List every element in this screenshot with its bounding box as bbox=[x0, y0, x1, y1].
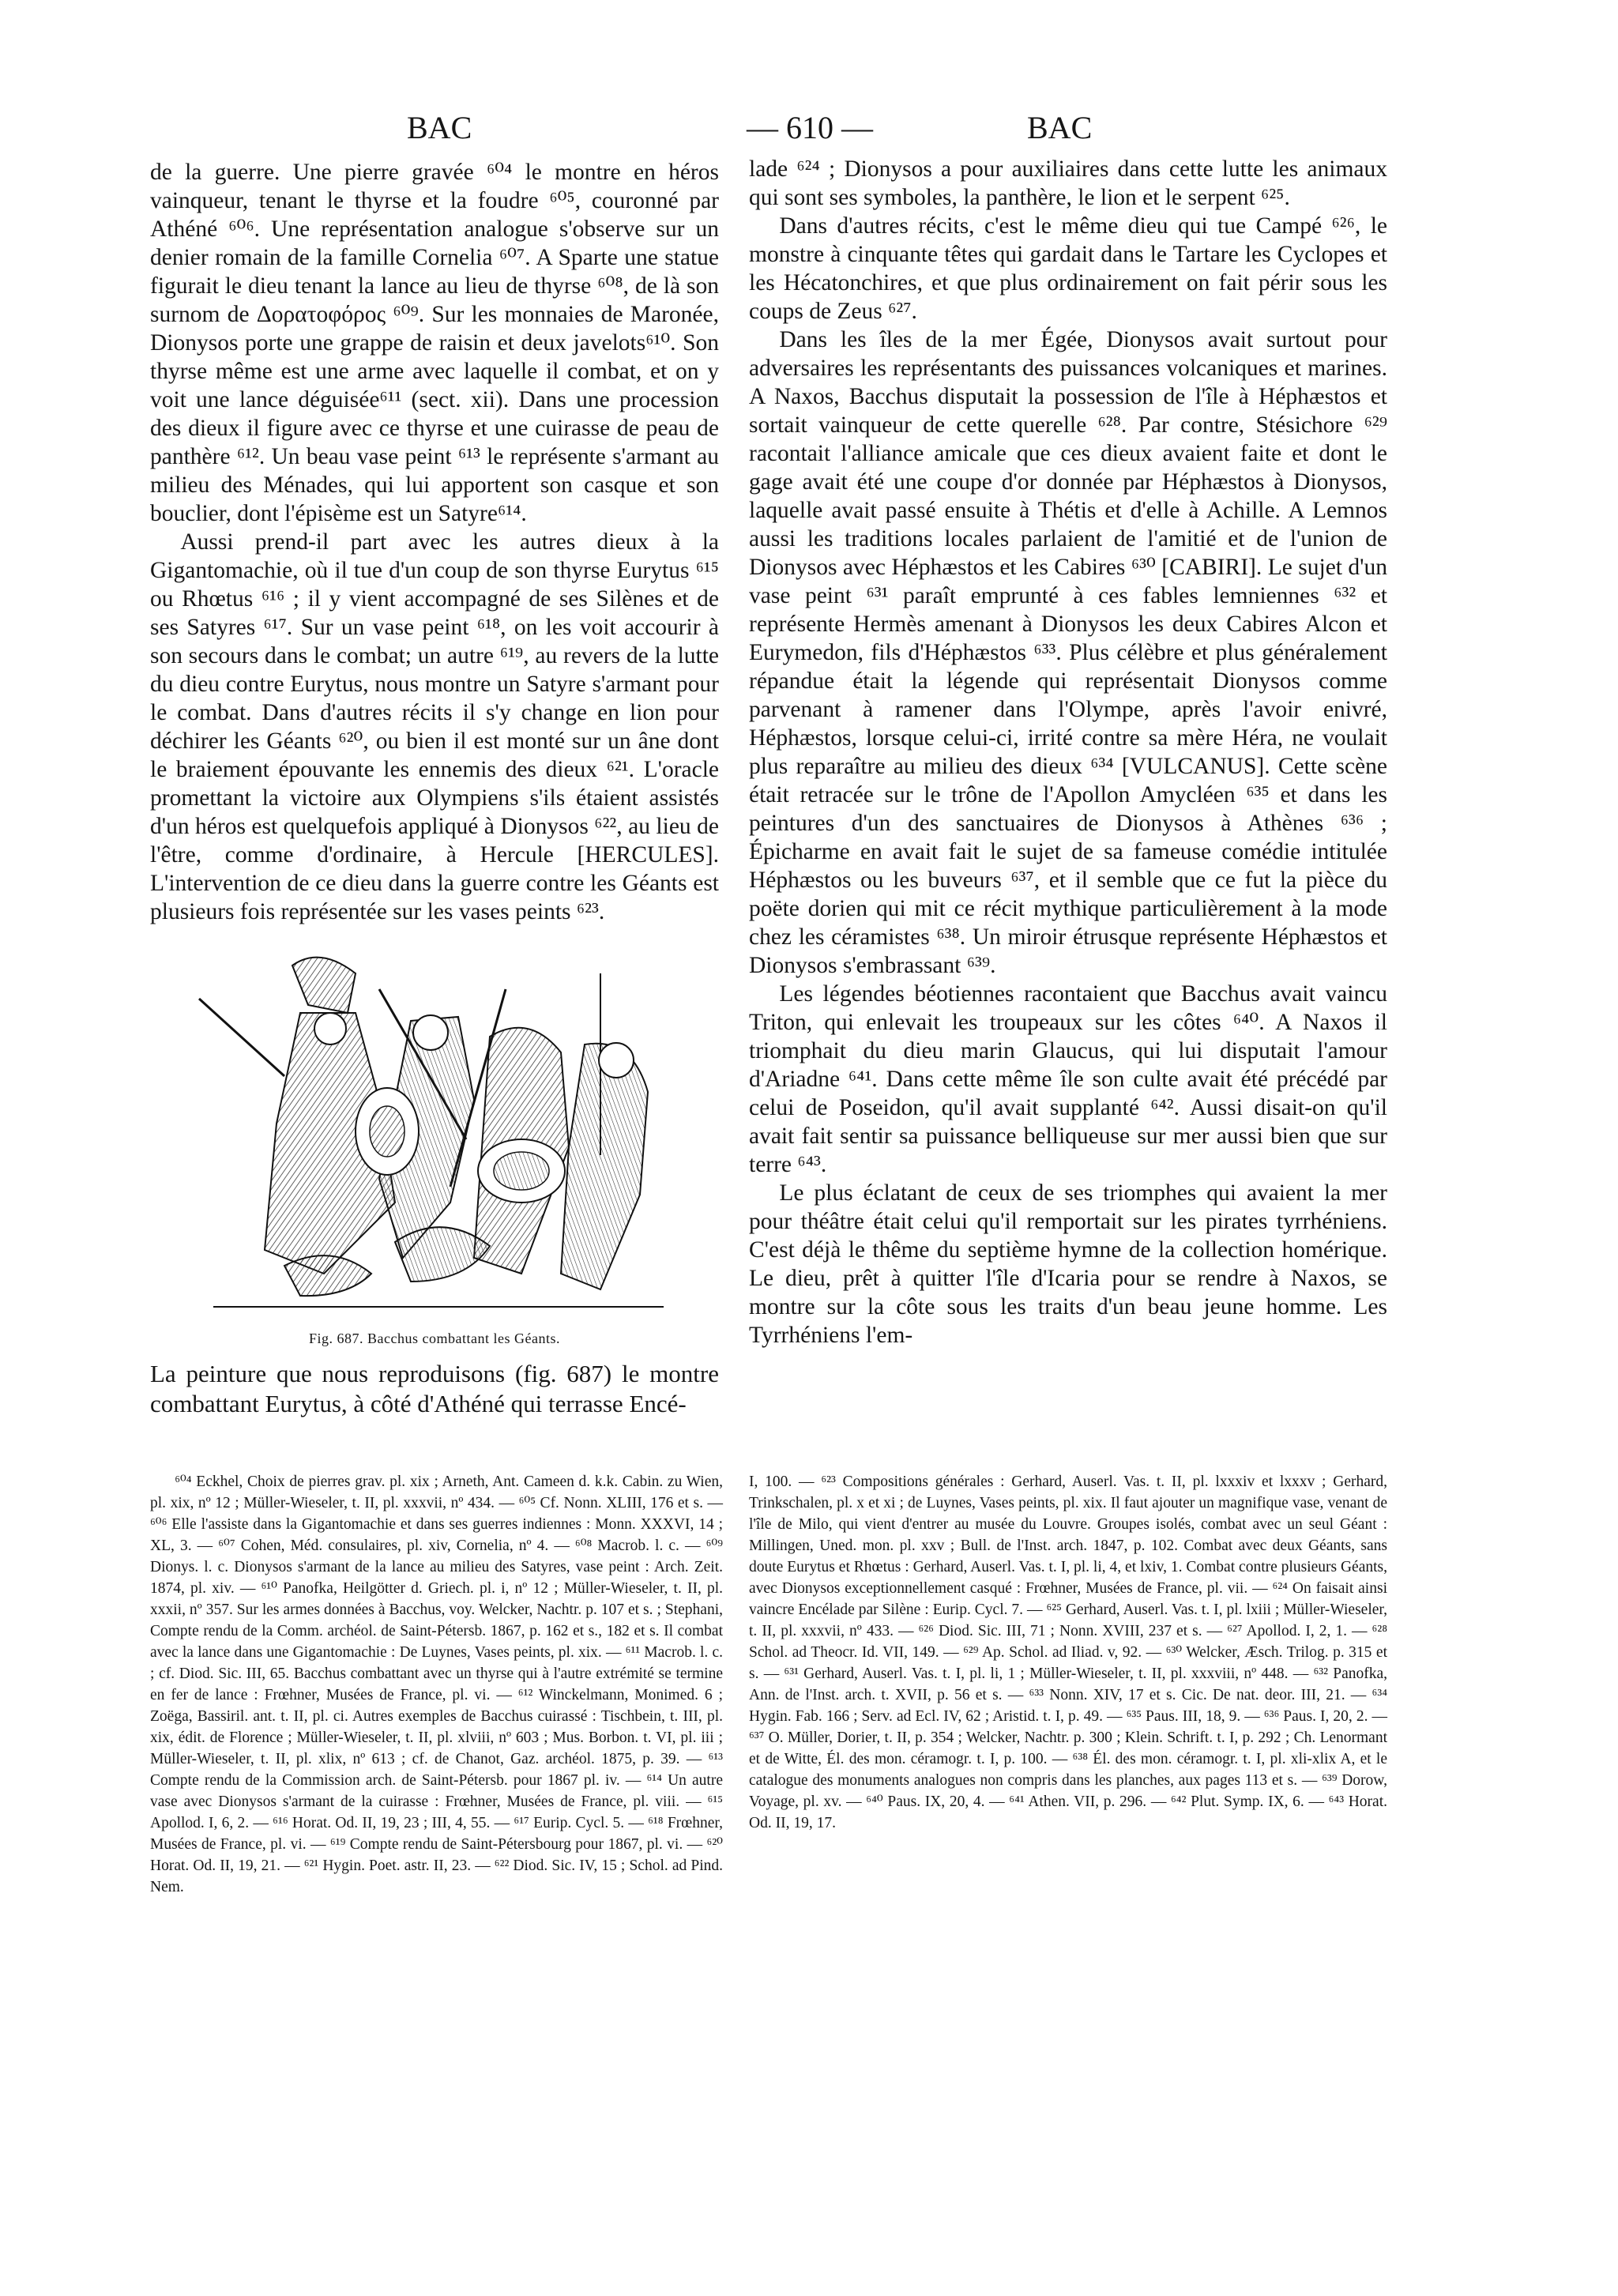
paragraph: lade ⁶²⁴ ; Dionysos a pour auxiliaires dans cette lutte les animaux qui sont ses symboles, la panthère, le lion et le serpent ⁶²⁵. bbox=[749, 156, 1387, 210]
footnote-block: I, 100. — ⁶²³ Compositions générales : Gerhard, Auserl. Vas. t. II, pl. lxxxiv et lxxxv ; Gerhard, Trinkschalen, pl. x et xi ; de Luynes, Vases peints, pl. xix. Il faut ajouter un magnifique vase, venant de l'île de Milo, qui vient d'entrer au musée du Louvre. Groupes isolés, combat avec un seul Géant : Millingen, Uned. mon. pl. xxv ; Bull. de l'Inst. arch. 1847, p. 102. Combat avec deux Géants, sans doute Eurytus et Rhœtus : Gerhard, Auserl. Vas. t. I, pl. li, 4, et lxiv, 1. Combat contre plusieurs Géants, avec Dionysos exceptionnellement casqué : Frœhner, Musées de France, pl. vii. — ⁶²⁴ On faisait ainsi vaincre Encélade par Silène : Eurip. Cycl. 7. — ⁶²⁵ Gerhard, Auserl. Vas. t. I, pl. lxiii ; Müller-Wieseler, t. II, pl. xxxvii, nº 433. — ⁶²⁶ Diod. Sic. III, 71 ; Nonn. XVIII, 237 et s. — ⁶²⁷ Apollod. I, 2, 1. — ⁶²⁸ Schol. ad Theocr. Id. VII, 149. — ⁶²⁹ Ap. Schol. ad Iliad. v, 92. — ⁶³⁰ Welcker, Æsch. Trilog. p. 315 et s. — ⁶³¹ Gerhard, Auserl. Vas. t. I, pl. li, 1 ; Müller-Wieseler, t. II, pl. xxxviii, nº 448. — ⁶³² Panofka, Ann. de l'Inst. arch. t. XVII, p. 56 et s. — ⁶³³ Nonn. XIV, 17 et s. Cic. De nat. deor. III, 21. — ⁶³⁴ Hygin. Fab. 166 ; Serv. ad Ecl. IV, 62 ; Aristid. t. I, p. 49. — ⁶³⁵ Paus. III, 18, 9. — ⁶³⁶ Paus. I, 20, 2. — ⁶³⁷ O. Müller, Dorier, t. II, p. 354 ; Welcker, Nachtr. p. 300 ; Klein. Schrift. t. I, p. 292 ; Ch. Lenormant et de Witte, Él. des mon. céramogr. t. I, p. 100. — ⁶³⁸ Él. des mon. céramogr. t. I, pl. xli-xlix A, et le catalogue des monuments analogues non compris dans les planches, aux pages 113 et s. — ⁶³⁹ Dorow, Voyage, pl. xv. — ⁶⁴⁰ Paus. IX, 20, 4. — ⁶⁴¹ Athen. VII, p. 296. — ⁶⁴² Plut. Symp. IX, 6. — ⁶⁴³ Horat. Od. II, 19, 17. bbox=[749, 1474, 1387, 1831]
figure-caption: Fig. 687. Bacchus combattant les Géants. bbox=[309, 1331, 560, 1346]
paragraph: Dans d'autres récits, c'est le même dieu qui tue Campé ⁶²⁶, le monstre à cinquante têtes qui gardait dans le Tartare les Cyclopes et les Hécatonchires, et que plus ordinairement on fait périr sous les coups de Zeus ⁶²⁷. bbox=[749, 213, 1387, 324]
vase-painting-image bbox=[190, 942, 686, 1327]
left-column bbox=[150, 158, 719, 926]
running-head-left: BAC bbox=[407, 110, 472, 145]
running-head-right: BAC bbox=[1027, 110, 1093, 145]
paragraph: Dans les îles de la mer Égée, Dionysos avait surtout pour adversaires les représentants des puissances volcaniques et marines. A Naxos, Bacchus disputait la possession de l'île à Héphæstos et sortait vainqueur de cette querelle ⁶²⁸. Par contre, Stésichore ⁶²⁹ racontait l'alliance amicale que ces dieux avaient faite et dont le gage avait été une coupe d'or donnée par Héphæstos à Dionysos, laquelle avait passé ensuite à Thétis et d'elle à Achille. A Lemnos aussi les traditions locales parlaient de l'amitié et de l'union de Dionysos avec Héphæstos et les Cabires ⁶³⁰ [CABIRI]. Le sujet d'un vase peint ⁶³¹ paraît emprunté à ces fables lemniennes ⁶³² et représente Hermès amenant à Dionysos les deux Cabires Alcon et Eurymedon, fils d'Héphæstos ⁶³³. Plus célèbre et plus généralement répandue était la légende qui représentait Dionysos comme parvenant à ramener dans l'Olympe, après l'avoir enivré, Héphæstos, lorsque celui-ci, irrité contre sa mère Héra, ne voulait plus reparaître au milieu des dieux ⁶³⁴ [VULCANUS]. Cette scène était retracée sur le trône de l'Apollon Amycléen ⁶³⁵ et dans les peintures d'un des sanctuaires de Dionysos à Athènes ⁶³⁶ ; Épicharme en avait fait le sujet de sa fameuse comédie intitulée Héphæstos ou les buveurs ⁶³⁷, et il semble que ce fut la pièce du poëte dorien qui mit ce récit mythique particulièrement à la mode chez les céramistes ⁶³⁸. Un miroir étrusque représente Héphæstos et Dionysos s'embrassant ⁶³⁹. bbox=[749, 327, 1387, 978]
paragraph: Les légendes béotiennes racontaient que Bacchus avait vaincu Triton, qui enlevait les troupeaux sur les côtes ⁶⁴⁰. A Naxos il triomphait du dieu marin Glaucus, qui lui disputait l'amour d'Ariadne ⁶⁴¹. Dans cette même île son culte avait été précédé par celui de Poseidon, qu'il avait supplanté ⁶⁴². Aussi disait-on qu'il avait fait sentir sa puissance belliqueuse sur mer aussi bien que sur terre ⁶⁴³. bbox=[749, 981, 1387, 1177]
footnotes-right bbox=[749, 1471, 1387, 1834]
below-figure-paragraph: La peinture que nous reproduisons (fig. 687) le montre combattant Eurytus, à côté d'Athéné qui terrasse Encé- bbox=[150, 1360, 719, 1417]
footnotes-left bbox=[150, 1471, 723, 1898]
right-column bbox=[749, 155, 1387, 1349]
running-head bbox=[0, 109, 1618, 156]
paragraph: de la guerre. Une pierre gravée ⁶⁰⁴ le montre en héros vainqueur, tenant le thyrse et la foudre ⁶⁰⁵, couronné par Athéné ⁶⁰⁶. Une représentation analogue s'observe sur un denier romain de la famille Cornelia ⁶⁰⁷. A Sparte une statue figurait le dieu tenant la lance au lieu de thyrse ⁶⁰⁸, de là son surnom de Δορατοφόρος ⁶⁰⁹. Sur les monnaies de Maronée, Dionysos porte une grappe de raisin et deux javelots⁶¹⁰. Son thyrse même est une arme avec laquelle il combat, et on y voit une lance déguisée⁶¹¹ (sect. xii). Dans une procession des dieux il figure avec ce thyrse et une cuirasse de peau de panthère ⁶¹². Un beau vase peint ⁶¹³ le représente s'armant au milieu des Ménades, qui lui apportent son casque et son bouclier, dont l'épisème est un Satyre⁶¹⁴. bbox=[150, 160, 719, 526]
paragraph: Aussi prend-il part avec les autres dieux à la Gigantomachie, où il tue d'un coup de son thyrse Eurytus ⁶¹⁵ ou Rhœtus ⁶¹⁶ ; il y vient accompagné de ses Silènes et de ses Satyres ⁶¹⁷. Sur un vase peint ⁶¹⁸, on les voit accourir à son secours dans le combat; un autre ⁶¹⁹, au revers de la lutte du dieu contre Eurytus, nous montre un Satyre s'armant pour le combat. Dans d'autres récits il s'y change en lion pour déchirer les Géants ⁶²⁰, ou bien il est monté sur un âne dont le braiement épouvante les ennemis des dieux ⁶²¹. L'oracle promettant la victoire aux Olympiens s'ils étaient assistés d'un héros est quelquefois appliqué à Dionysos ⁶²², au lieu de l'être, comme d'ordinaire, à Hercule [HERCULES]. L'intervention de ce dieu dans la guerre contre les Géants est plusieurs fois représentée sur les vases peints ⁶²³. bbox=[150, 529, 719, 924]
footnote-block: ⁶⁰⁴ Eckhel, Choix de pierres grav. pl. xix ; Arneth, Ant. Cameen d. k.k. Cabin. zu Wien, pl. xix, nº 12 ; Müller-Wieseler, t. II, pl. xxxvii, nº 434. — ⁶⁰⁵ Cf. Nonn. XLIII, 176 et s. — ⁶⁰⁶ Elle l'assiste dans la Gigantomachie et dans ses guerres indiennes : Monn. XXXVI, 14 ; XL, 3. — ⁶⁰⁷ Cohen, Méd. consulaires, pl. xiv, Cornelia, nº 4. — ⁶⁰⁸ Macrob. l. c. — ⁶⁰⁹ Dionys. l. c. Dionysos s'armant de la lance au milieu des Satyres, vase peint : Arch. Zeit. 1874, pl. xiv. — ⁶¹⁰ Panofka, Heilgötter d. Griech. pl. i, nº 12 ; Müller-Wieseler, t. II, pl. xxxii, nº 357. Sur les armes données à Bacchus, voy. Welcker, Nachtr. p. 107 et s. ; Stephani, Compte rendu de la Comm. archéol. de Saint-Pétersb. 1867, p. 162 et s., 182 et s. Il combat avec la lance dans une Gigantomachie : De Luynes, Vases peints, pl. xix. — ⁶¹¹ Macrob. l. c. ; cf. Diod. Sic. III, 65. Bacchus combattant avec un thyrse qui à l'autre extrémité se termine en fer de lance : Frœhner, Musées de France, pl. vi. — ⁶¹² Winckelmann, Monimed. 6 ; Zoëga, Bassiril. ant. t. II, pl. ci. Autres exemples de Bacchus cuirassé : Tischbein, t. III, pl. xix, édit. de Florence ; Müller-Wieseler, t. II, pl. xlviii, nº 603 ; Mus. Borbon. t. VI, pl. iii ; Müller-Wieseler, t. II, pl. xlix, nº 613 ; cf. de Chanot, Gaz. archéol. 1875, p. 39. — ⁶¹³ Compte rendu de la Commission arch. de Saint-Pétersb. pour 1867 pl. iv. — ⁶¹⁴ Un autre vase avec Dionysos s'armant de la cuirasse : Frœhner, Musées de France, pl. viii. — ⁶¹⁵ Apollod. I, 6, 2. — ⁶¹⁶ Horat. Od. II, 19, 23 ; III, 4, 55. — ⁶¹⁷ Eurip. Cycl. 5. — ⁶¹⁸ Frœhner, Musées de France, pl. vi. — ⁶¹⁹ Compte rendu de Saint-Pétersbourg pour 1867, pl. vi. — ⁶²⁰ Horat. Od. II, 19, 21. — ⁶²¹ Hygin. Poet. astr. II, 23. — ⁶²² Diod. Sic. IV, 15 ; Schol. ad Pind. Nem. bbox=[150, 1474, 723, 1895]
page-number: — 610 — bbox=[747, 110, 873, 145]
paragraph: Le plus éclatant de ceux de ses triomphes qui avaient la mer pour théâtre était celui qu'il remportait sur les pirates tyrrhéniens. C'est déjà le thême du septième hymne de la collection homérique. Le dieu, prêt à quitter l'île d'Icaria pour se rendre à Naxos, se montre sur la côte sous les traits d'un beau jeune homme. Les Tyrrhéniens l'em- bbox=[749, 1180, 1387, 1348]
figure-illustration bbox=[190, 942, 686, 1327]
